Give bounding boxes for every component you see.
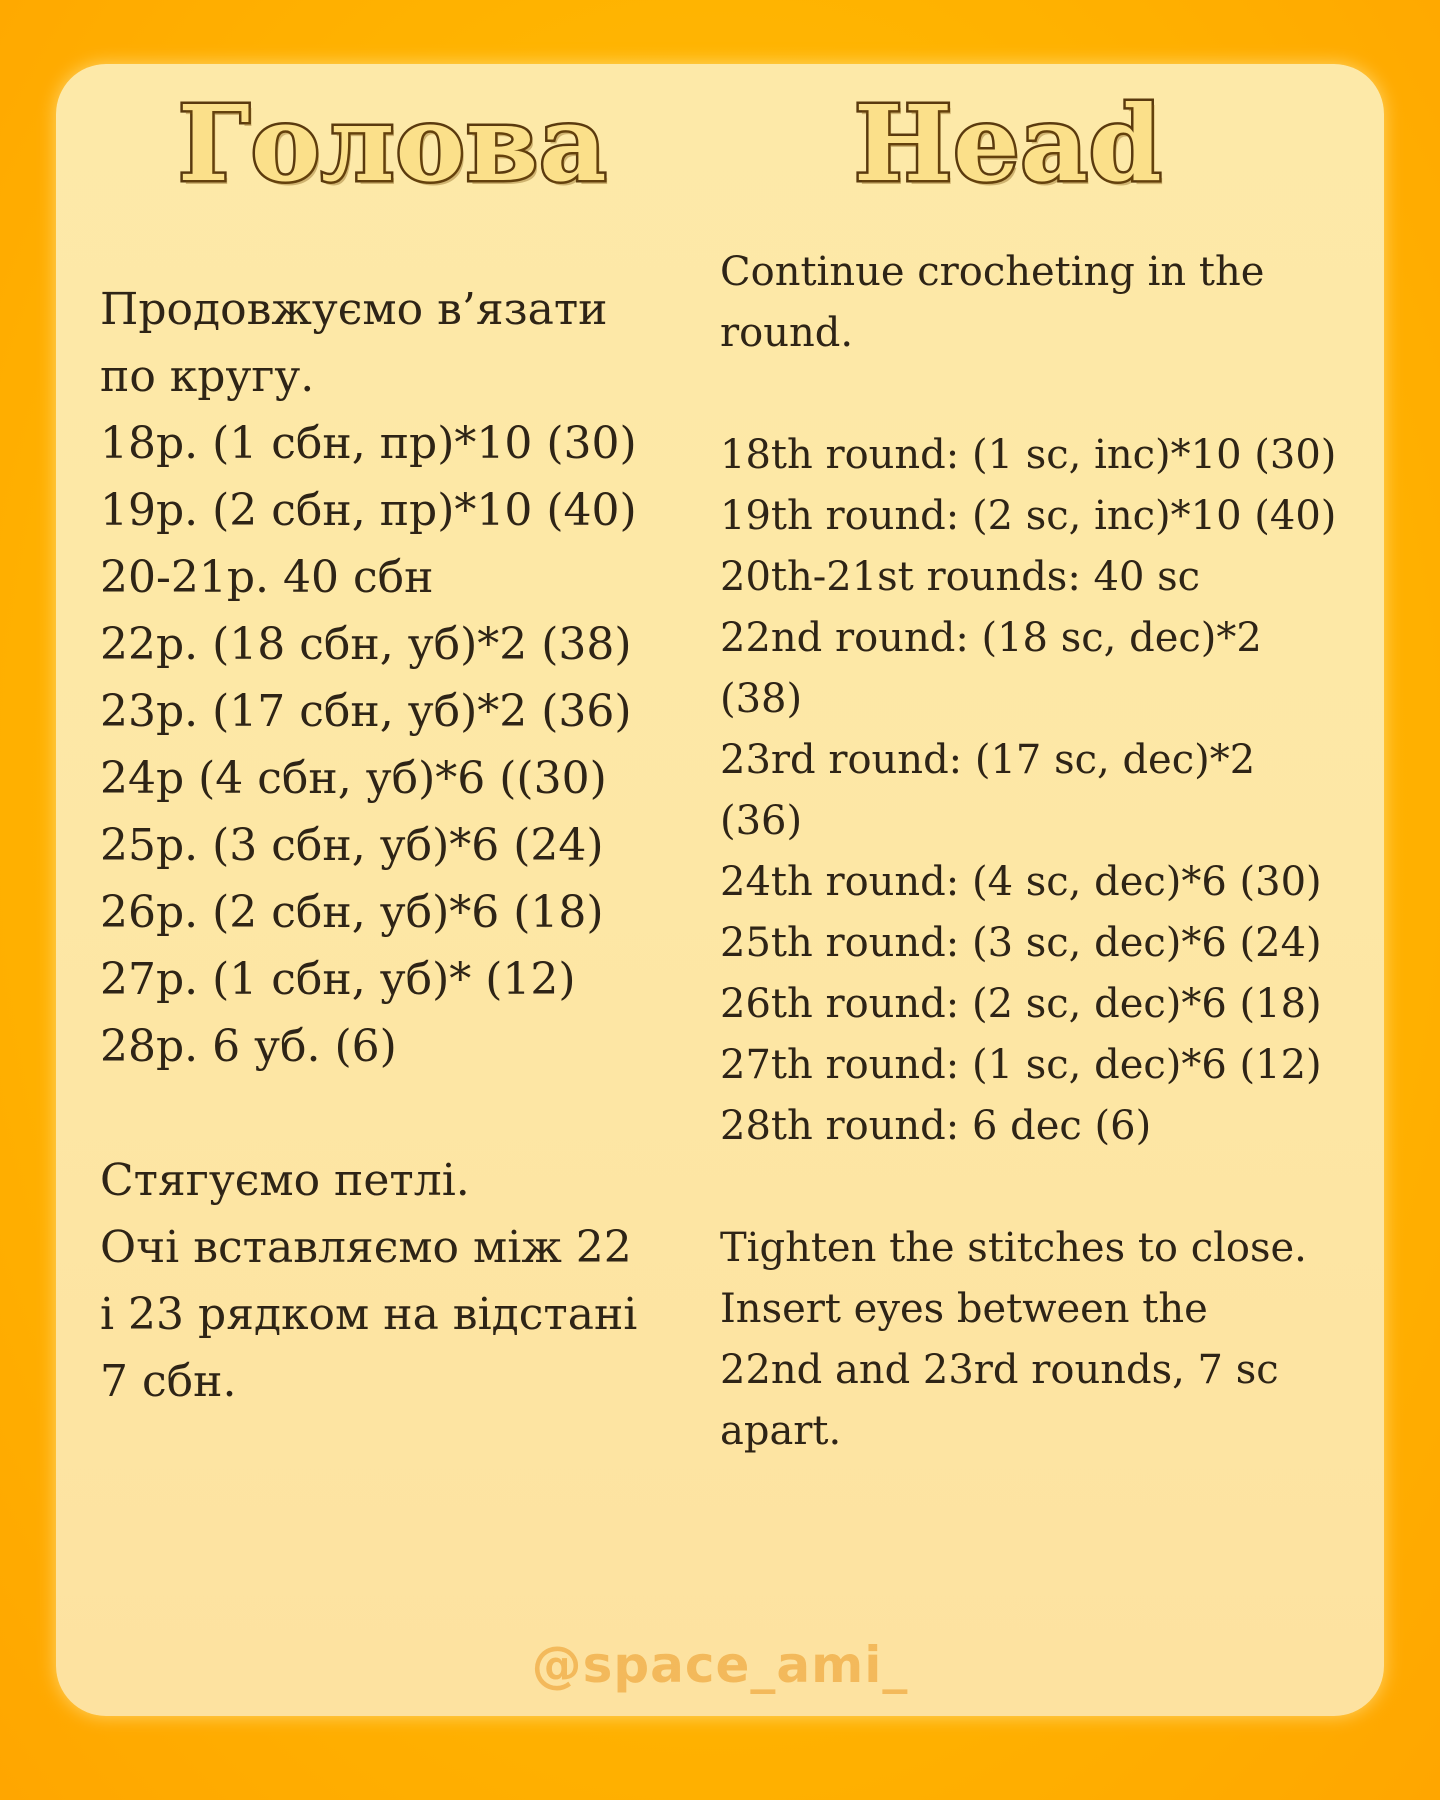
en-round-line: 23rd round: (17 sc, dec)*2 [720,737,1256,783]
author-handle: @space_ami_ [531,1636,909,1694]
uk-round-line: 18р. (1 сбн, пр)*10 (30) [100,418,637,469]
en-outro-line: Tighten the stitches to close. [720,1225,1307,1271]
ukrainian-instructions [100,276,660,1415]
uk-round-line: 25р. (3 сбн, уб)*6 (24) [100,820,604,871]
en-round-line: 27th round: (1 sc, dec)*6 (12) [720,1042,1322,1088]
uk-round-line: 22р. (18 сбн, уб)*2 (38) [100,619,632,670]
uk-round-line: 26р. (2 сбн, уб)*6 (18) [100,887,604,938]
en-round-line: (36) [720,798,803,844]
en-outro-line: Insert eyes between the [720,1286,1208,1332]
uk-round-line: 20-21р. 40 сбн [100,552,434,603]
en-outro-line: apart. [720,1408,842,1454]
en-round-line: 19th round: (2 sc, inc)*10 (40) [720,493,1337,539]
en-round-line: 28th round: 6 dec (6) [720,1103,1152,1149]
en-intro-line: Continue crocheting in the [720,249,1265,295]
en-round-line: 24th round: (4 sc, dec)*6 (30) [720,859,1322,905]
uk-outro-line: і 23 рядком на відстані [100,1289,638,1340]
en-round-line: 20th-21st rounds: 40 sc [720,554,1201,600]
en-round-line: 25th round: (3 sc, dec)*6 (24) [720,920,1322,966]
en-round-line: 22nd round: (18 sc, dec)*2 [720,615,1262,661]
en-round-line: 26th round: (2 sc, dec)*6 (18) [720,981,1322,1027]
uk-outro-line: 7 сбн. [100,1356,237,1407]
title-ukrainian: Голова [178,82,608,205]
uk-round-line: 24р (4 сбн, уб)*6 ((30) [100,753,607,804]
uk-outro-line: Стягуємо петлі. [100,1155,470,1206]
en-intro-line: round. [720,310,854,356]
uk-intro-line: по кругу. [100,351,315,402]
english-instructions [720,242,1350,1462]
uk-intro-line: Продовжуємо в’язати [100,284,608,335]
uk-round-line: 23р. (17 сбн, уб)*2 (36) [100,686,632,737]
paragraph-gap [720,364,1350,425]
uk-round-line: 28р. 6 уб. (6) [100,1021,397,1072]
en-round-line: 18th round: (1 sc, inc)*10 (30) [720,432,1337,478]
en-outro-line: 22nd and 23rd rounds, 7 sc [720,1347,1279,1393]
uk-round-line: 27р. (1 сбн, уб)* (12) [100,954,576,1005]
paragraph-gap [100,1080,660,1147]
uk-outro-line: Очі вставляємо між 22 [100,1222,632,1273]
en-round-line: (38) [720,676,803,722]
title-english: Head [854,82,1163,205]
paragraph-gap [720,1157,1350,1218]
uk-round-line: 19р. (2 сбн, пр)*10 (40) [100,485,637,536]
